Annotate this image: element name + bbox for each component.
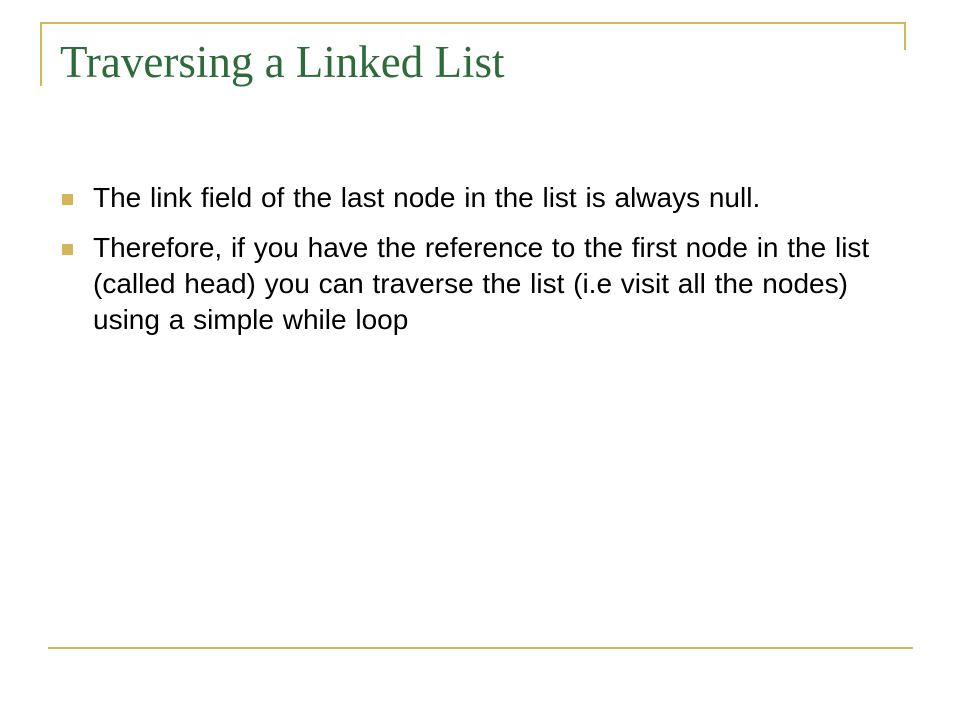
bullet-list bbox=[60, 180, 910, 352]
bullet-text: Therefore, if you have the reference to the first node in the list (called head) you can traverse the list (i.e visit all the nodes) using a simple while loop bbox=[93, 232, 870, 335]
bullet-item bbox=[60, 180, 910, 216]
slide-title: Traversing a Linked List bbox=[60, 37, 505, 87]
left-border-line bbox=[40, 22, 42, 86]
bullet-item bbox=[60, 230, 910, 338]
bottom-border-line bbox=[48, 647, 913, 649]
top-right-border-tick bbox=[904, 22, 906, 50]
top-border-line bbox=[40, 22, 906, 24]
square-bullet-icon bbox=[62, 244, 73, 255]
square-bullet-icon bbox=[62, 194, 73, 205]
bullet-text: The link field of the last node in the list is always null. bbox=[93, 182, 761, 213]
